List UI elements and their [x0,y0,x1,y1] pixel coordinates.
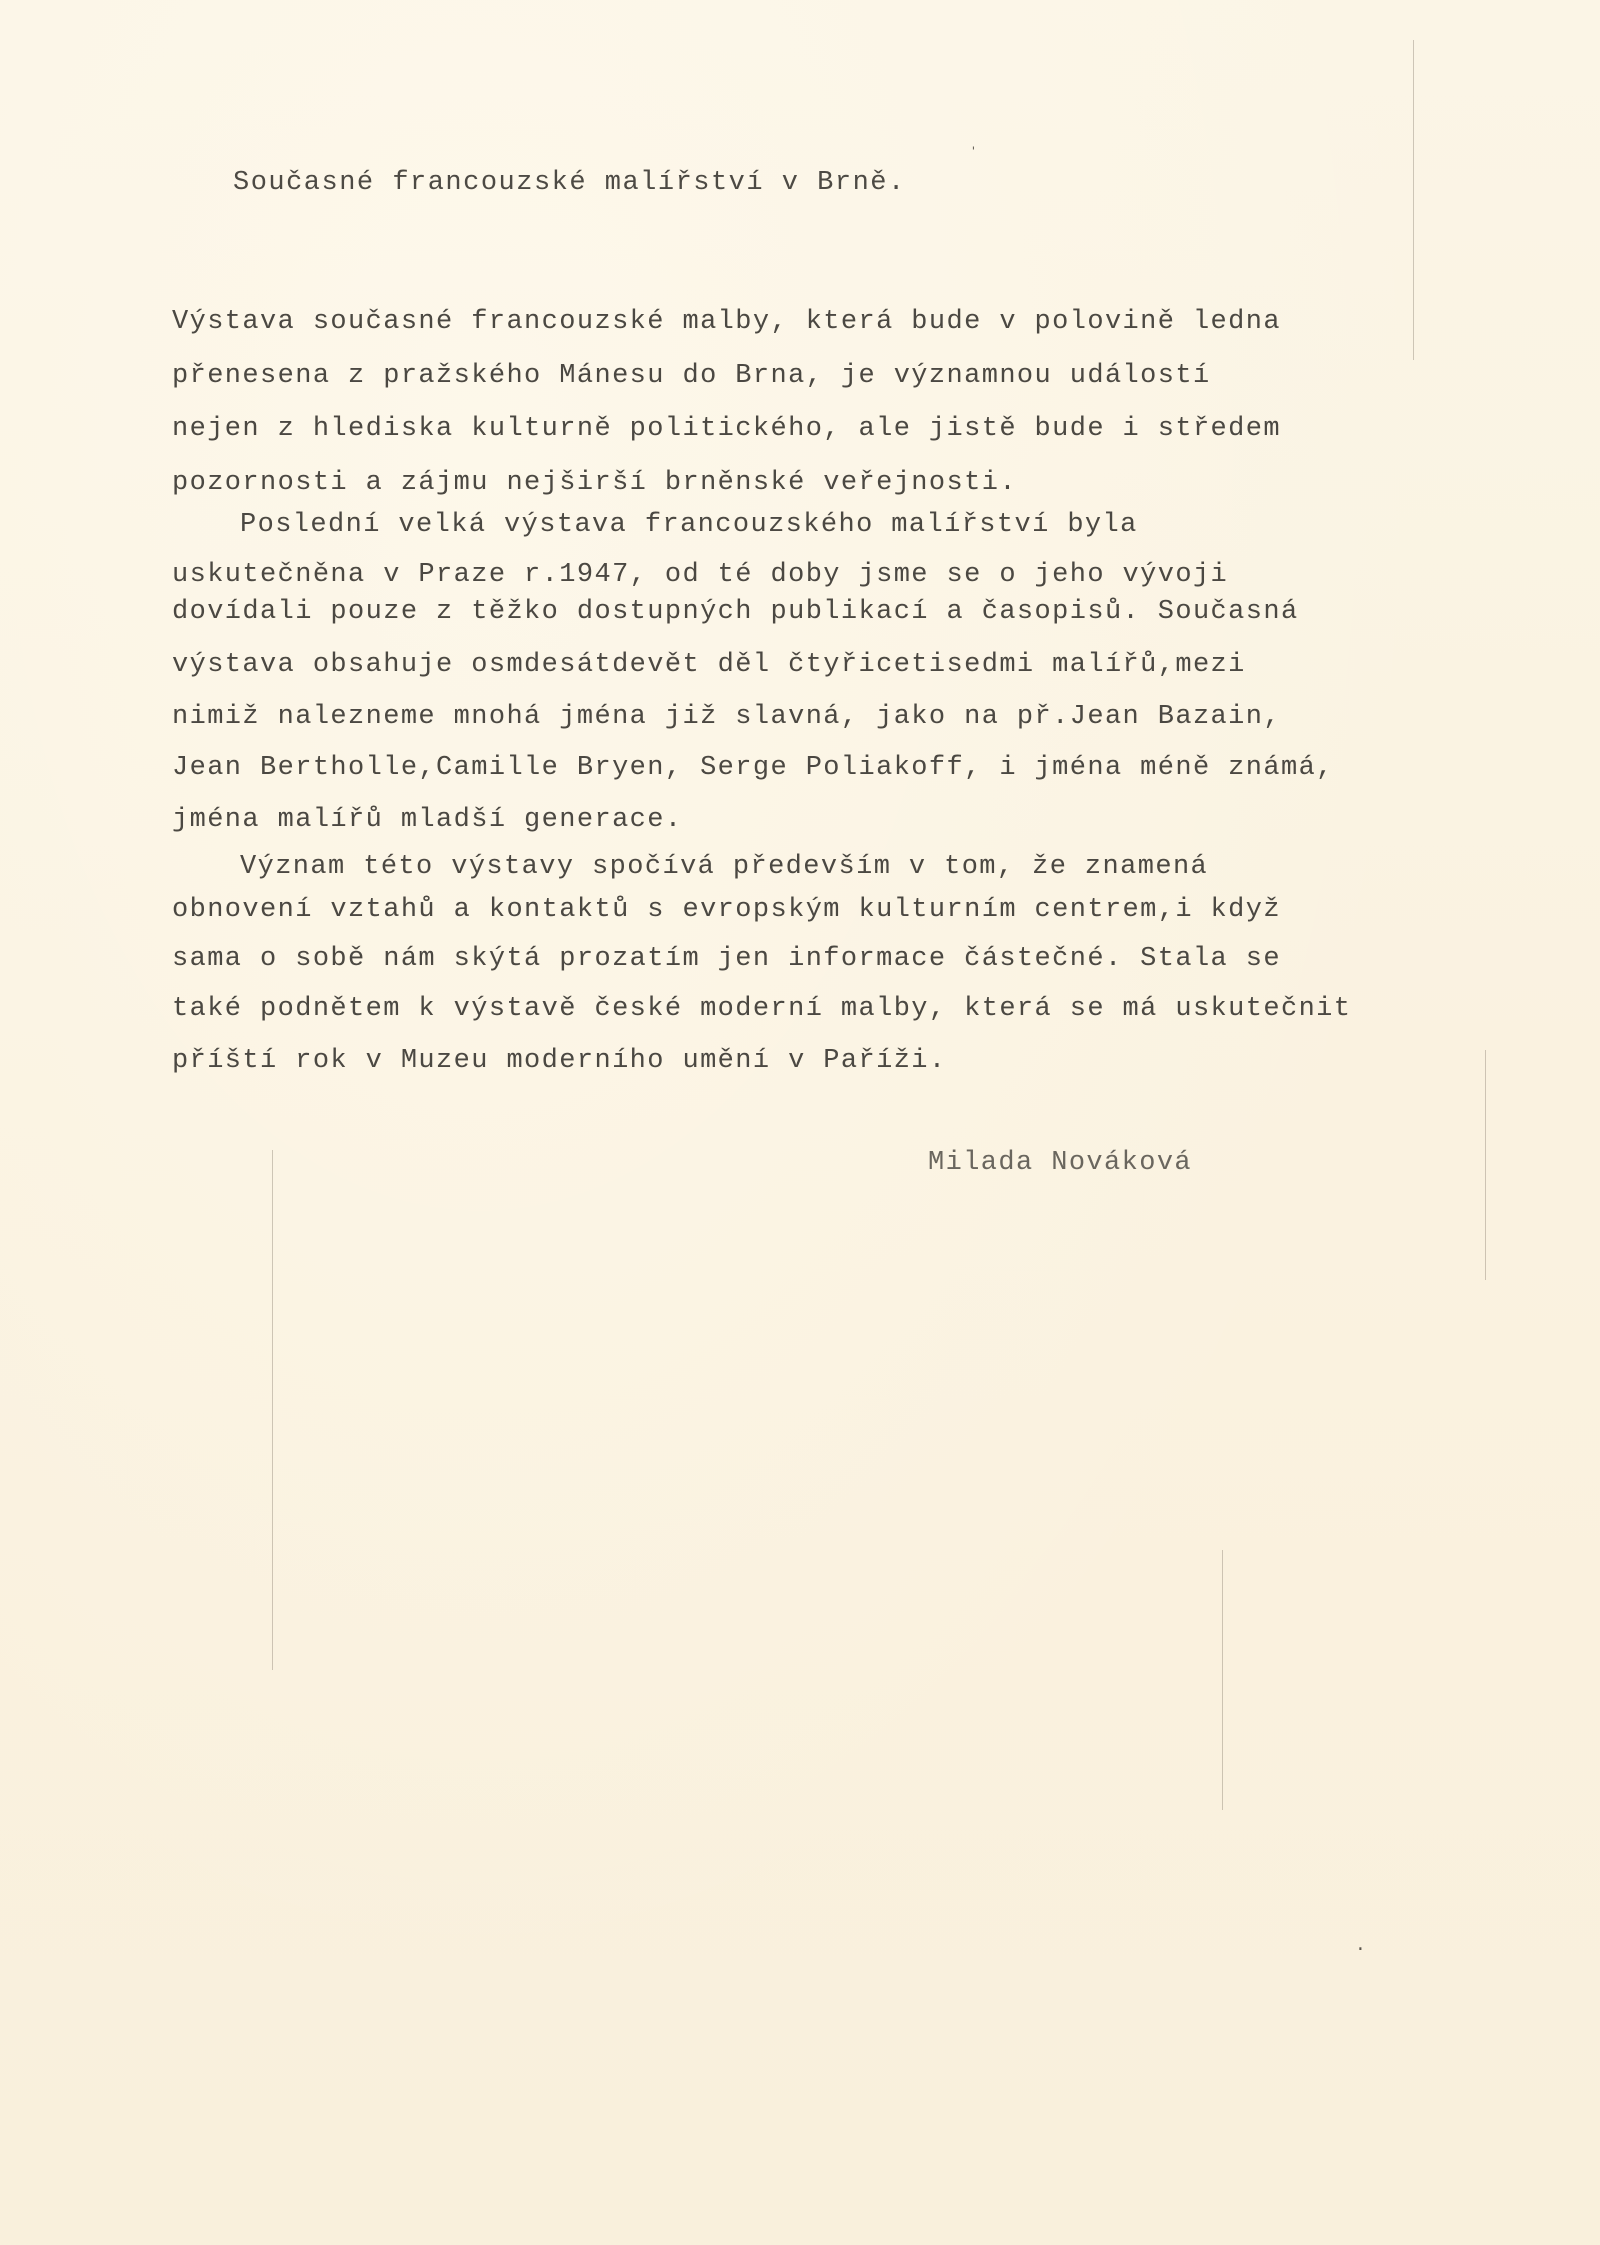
text-line-4: pozornosti a zájmu nejširší brněnské veřejnosti. [172,468,1017,498]
text-line-10: Jean Bertholle,Camille Bryen, Serge Poliakoff, i jména méně známá, [172,753,1334,783]
text-line-16: příští rok v Muzeu moderního umění v Paříži. [172,1046,947,1076]
text-line-9: nimiž nalezneme mnohá jména již slavná, jako na př.Jean Bazain, [172,702,1281,732]
text-line-15: také podnětem k výstavě české moderní malby, která se má uskutečnit [172,994,1352,1024]
text-line-12: Význam této výstavy spočívá především v tom, že znamená [240,852,1209,882]
crease-line [1222,1550,1223,1810]
text-line-14: sama o sobě nám skýtá prozatím jen informace částečné. Stala se [172,944,1281,974]
ink-mark: · [1355,1940,1366,1960]
document-title: Současné francouzské malířství v Brně. [233,168,906,198]
text-line-11: jména malířů mladší generace. [172,805,683,835]
ink-mark: ˌ [968,132,979,152]
signature: Milada Nováková [928,1148,1193,1178]
crease-line [272,1150,273,1670]
text-line-1: Výstava současné francouzské malby, která bude v polovině ledna [172,307,1281,337]
text-line-7: dovídali pouze z těžko dostupných publikací a časopisů. Současná [172,597,1299,627]
text-line-3: nejen z hlediska kulturně politického, ale jistě bude i středem [172,414,1281,444]
text-line-13: obnovení vztahů a kontaktů s evropským kulturním centrem,i když [172,895,1281,925]
crease-line [1413,40,1414,360]
text-line-8: výstava obsahuje osmdesátdevět děl čtyřicetisedmi malířů,mezi [172,650,1246,680]
text-line-5: Poslední velká výstava francouzského malířství byla [240,510,1138,540]
text-line-2: přenesena z pražského Mánesu do Brna, je významnou událostí [172,361,1211,391]
text-line-6: uskutečněna v Praze r.1947, od té doby jsme se o jeho vývoji [172,560,1229,590]
crease-line [1485,1050,1486,1280]
